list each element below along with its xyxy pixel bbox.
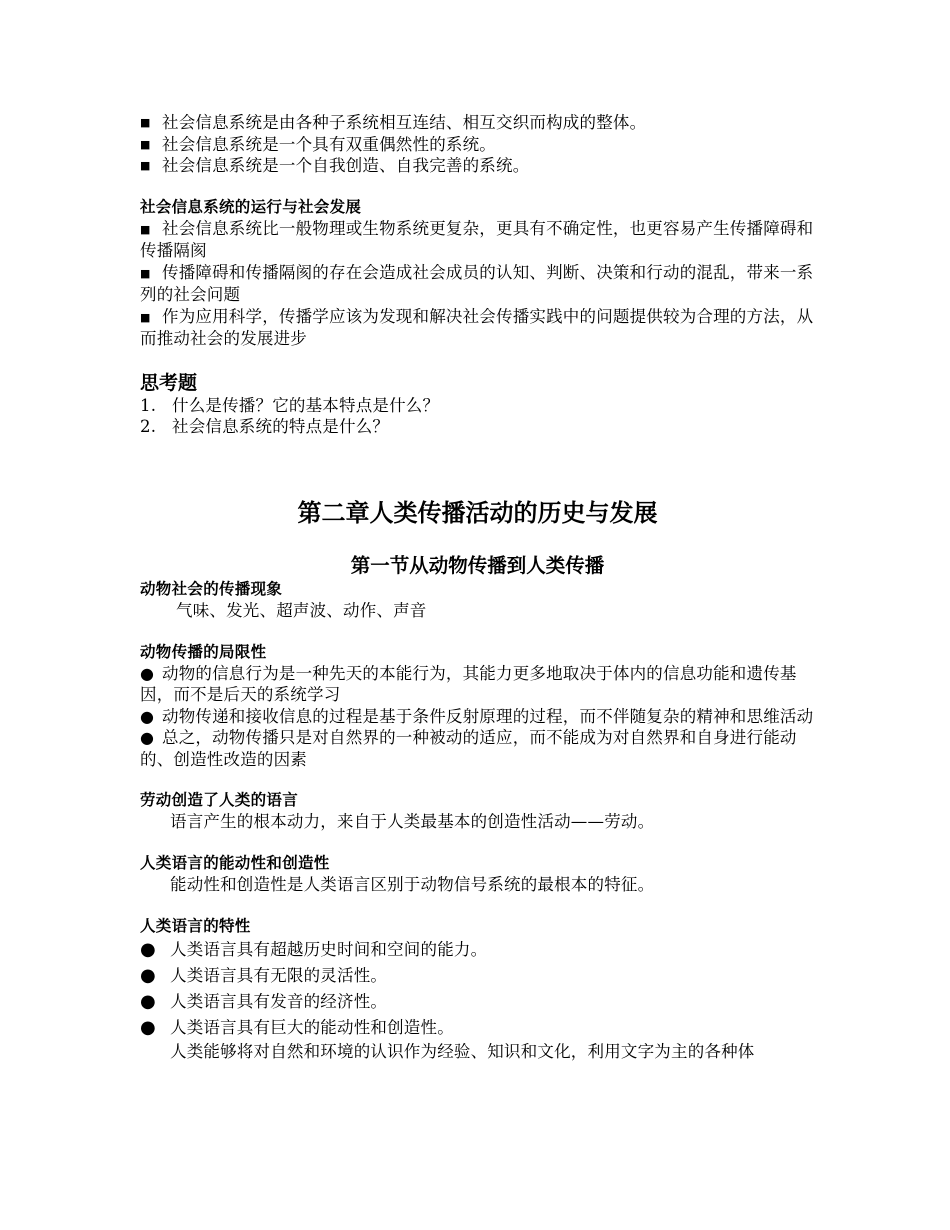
square-bullet-icon: ■ (140, 116, 151, 129)
list-item-text: 人类语言具有无限的灵活性。 (170, 966, 388, 985)
paragraph (140, 663, 815, 706)
square-bullet-icon: ■ (140, 266, 151, 280)
questions-heading: 思考题 (140, 371, 198, 394)
question-item (140, 395, 815, 417)
list-item-text: 社会信息系统是一个具有双重偶然性的系统。 (162, 134, 496, 154)
chapter-title: 第二章人类传播活动的历史与发展 (297, 498, 658, 527)
top-bullet-list (140, 112, 815, 177)
list-item (140, 155, 815, 177)
dot-bullet-icon: ● (140, 1017, 156, 1038)
labor-section (140, 790, 815, 833)
paragraph (140, 706, 815, 728)
document-page (140, 112, 815, 1063)
paragraph (140, 306, 815, 350)
list-item (140, 1015, 815, 1041)
list-item-text: 人类语言具有发音的经济性。 (170, 992, 388, 1011)
section-title: 第一节从动物传播到人类传播 (350, 553, 605, 577)
dot-bullet-icon: ● (140, 663, 155, 683)
paragraph-text: 能动性和创造性是人类语言区别于动物信号系统的最根本的特征。 (170, 875, 655, 894)
list-item (140, 989, 815, 1015)
initiative-section (140, 853, 815, 896)
square-bullet-icon: ■ (140, 159, 151, 172)
paragraph-text: 社会信息系统比一般物理或生物系统更复杂，更具有不确定性，也更容易产生传播障碍和传播隔阂 (140, 218, 814, 260)
section-heading: 人类语言的能动性和创造性 (140, 854, 330, 872)
paragraph-text: 传播障碍和传播隔阂的存在会造成社会成员的认知、判断、决策和行动的混乱，带来一系列的社会问题 (140, 262, 814, 304)
question-text: 什么是传播？它的基本特点是什么？ (172, 395, 440, 415)
question-number: 1. (140, 395, 157, 415)
square-bullet-icon: ■ (140, 137, 151, 151)
list-item (140, 937, 815, 963)
square-bullet-icon: ■ (140, 222, 151, 236)
list-item-text: 社会信息系统是一个自我创造、自我完善的系统。 (162, 156, 530, 175)
paragraph-text: 动物传递和接收信息的过程是基于条件反射原理的过程，而不伴随复杂的精神和思维活动 (162, 706, 814, 726)
section-heading: 劳动创造了人类的语言 (140, 791, 299, 809)
paragraph-text: 作为应用科学，传播学应该为发现和解决社会传播实践中的问题提供较为合理的方法，从而推动社会的发展进步 (140, 306, 814, 348)
list-item (140, 963, 815, 989)
dot-bullet-icon: ● (140, 706, 155, 726)
list-item (140, 112, 815, 134)
list-item (140, 134, 815, 156)
dot-bullet-icon: ● (140, 991, 156, 1012)
questions-section (140, 371, 815, 438)
dot-bullet-icon: ● (140, 939, 156, 960)
question-number: 2. (140, 417, 157, 436)
paragraph (140, 218, 815, 262)
animal-limits-section (140, 642, 815, 771)
dot-bullet-icon: ● (140, 728, 155, 747)
section-heading: 动物社会的传播现象 (140, 579, 283, 598)
paragraph-text: 总之，动物传播只是对自然界的一种被动的适应，而不能成为对自然界和自身进行能动的、创造性改造的因素 (140, 728, 797, 769)
question-text: 社会信息系统的特点是什么？ (172, 417, 390, 436)
paragraph (140, 727, 815, 770)
section-heading: 人类语言的特性 (140, 917, 251, 935)
continuation-text: 人类能够将对自然和环境的认识作为经验、知识和文化，利用文字为主的各种体 (170, 1042, 755, 1061)
paragraph (140, 262, 815, 306)
paragraph-text: 语言产生的根本动力，来自于人类最基本的创造性活动——劳动。 (170, 812, 655, 831)
animal-phenomena-section (140, 579, 815, 622)
dot-bullet-icon: ● (140, 965, 156, 986)
operation-section (140, 197, 815, 350)
paragraph-text: 气味、发光、超声波、动作、声音 (176, 600, 427, 620)
paragraph-text: 动物的信息行为是一种先天的本能行为，其能力更多地取决于体内的信息功能和遗传基因，而不是后天的系统学习 (140, 663, 797, 704)
section-heading: 社会信息系统的运行与社会发展 (140, 197, 362, 216)
square-bullet-icon: ■ (140, 310, 151, 324)
question-item (140, 416, 815, 438)
list-item-text: 人类语言具有巨大的能动性和创造性。 (170, 1018, 454, 1037)
section-heading: 动物传播的局限性 (140, 642, 267, 661)
list-item-text: 社会信息系统是由各种子系统相互连结、相互交织而构成的整体。 (162, 113, 647, 132)
features-section (140, 916, 815, 1063)
list-item-text: 人类语言具有超越历史时间和空间的能力。 (170, 940, 488, 959)
